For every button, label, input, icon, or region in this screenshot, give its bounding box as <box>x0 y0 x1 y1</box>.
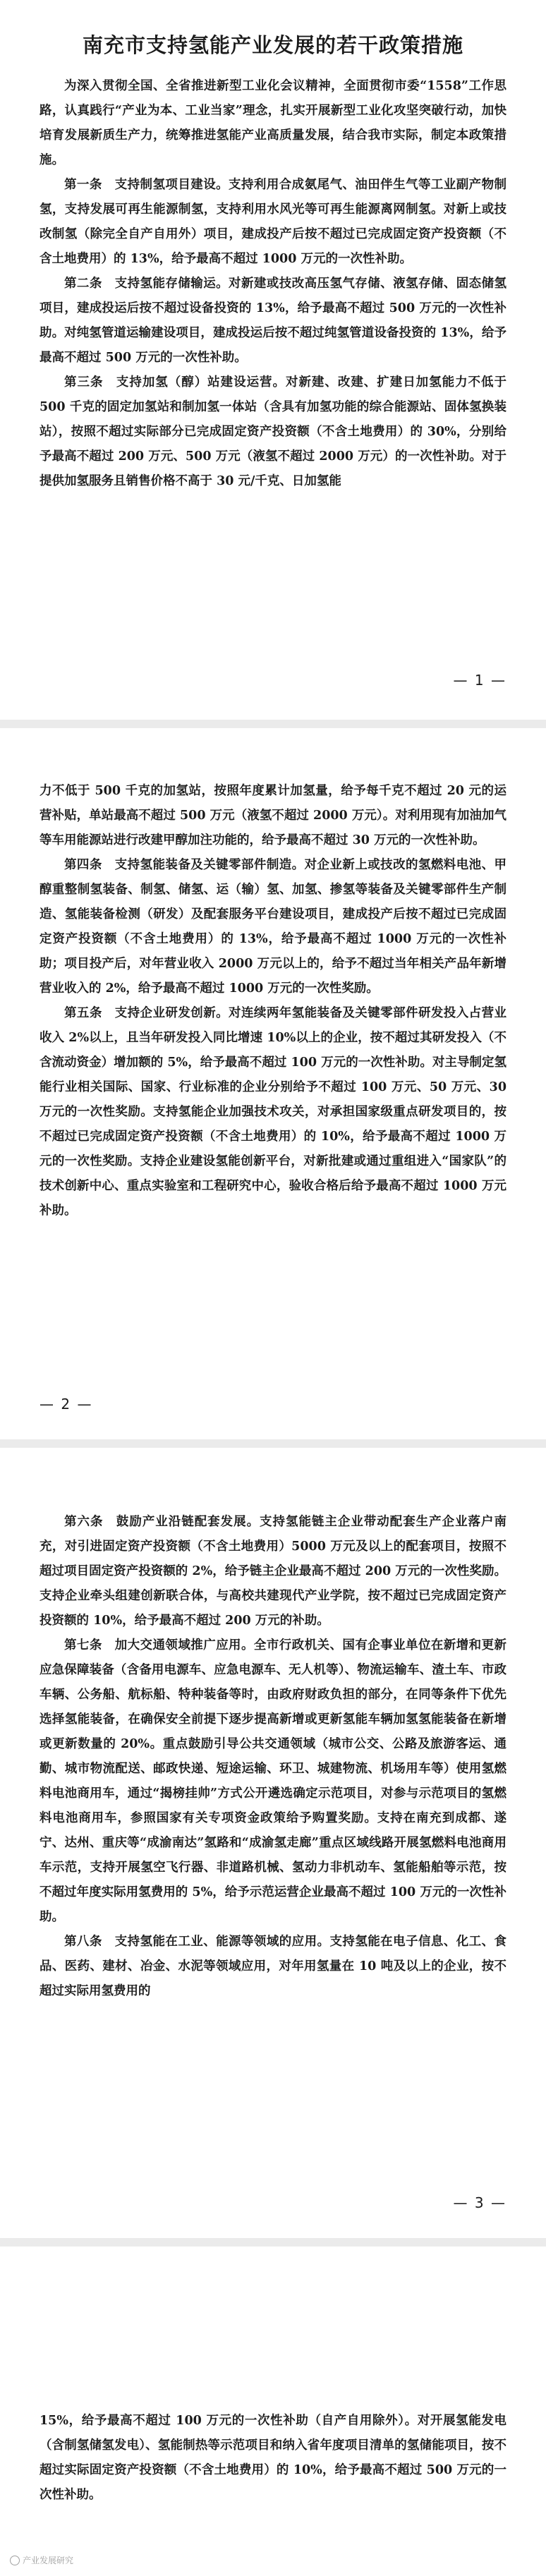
article-1-body: 支持利用合成氨尾气、油田伴生气等工业副产物制氢，支持发展可再生能源制氢，支持利用水风光等可再生能源离网制氢。对新上或技改制氢（除完全自产自用外）项目，建成投产后按不超过已完成固定资产投资额（不含土地费用）的 13%，给予最高不超过 1000 万元的一次性补助。 <box>40 178 507 266</box>
article-2-heading: 第二条 支持氢能存储输运。 <box>64 277 229 291</box>
watermark-logo-icon <box>10 2556 20 2565</box>
document-page-2 <box>0 728 546 1439</box>
article-8-heading: 第八条 支持氢能在工业、能源等领域的应用。 <box>64 1935 330 1949</box>
article-8-continued: 15%，给予最高不超过 100 万元的一次性补助（自产自用除外）。对开展氢能发电（含制氢储氢发电）、氢能制热等示范项目和纳入省年度项目清单的氢储能项目，按不超过实际固定资产投资额（不含土地费用）的 10%，给予最高不超过 500 万元的一次性补助。 <box>40 2414 506 2502</box>
article-3 <box>40 370 506 494</box>
document-page-1 <box>0 0 546 720</box>
article-6-heading: 第六条 鼓励产业沿链配套发展。 <box>64 1515 260 1529</box>
article-5-body: 对连续两年氢能装备及关键零部件研发投入占营业收入 2%以上，且当年研发投入同比增速 10%以上的企业，按不超过其研发投入（不含流动资金）增加额的 5%，给予最高不超过 100 万元的一次性补助。对主导制定氢能行业相关国际、国家、行业标准的企业分别给予不超过 100 万元、50 万元、30 万元的一次性奖励。支持氢能企业加强技术攻关，对承担国家级重点研发项目的，按不超过已完成固定资产投资额（不含土地费用）的 10%，给予最高不超过 1000 万元的一次性奖励。支持企业建设氢能创新平台，对新批建或通过重组进入“国家队”的技术创新中心、重点实验室和工程研究中心，验收合格后给予最高不超过 1000 万元补助。 <box>40 1006 507 1218</box>
article-5-heading: 第五条 支持企业研发创新。 <box>64 1006 229 1020</box>
article-5 <box>40 1001 506 1223</box>
article-3-body: 对新建、改建、扩建日加氢能力不低于 500 千克的固定加氢站和制加氢一体站（含具有加氢功能的综合能源站、固体氢换装站），按照不超过实际部分已完成固定资产投资额（不含土地费用）的 30%，分别给予最高不超过 200 万元、500 万元（液氢不超过 2000 万元）的一次性补助。对于提供加氢服务且销售价格不高于 30 元/千克、日加氢能 <box>40 375 506 488</box>
article-7-heading: 第七条 加大交通领域推广应用。 <box>64 1638 254 1652</box>
document-title: 南充市支持氢能产业发展的若干政策措施 <box>82 33 463 57</box>
article-2-body: 对新建或技改高压氢气存储、液氢存储、固态储氢项目，建成投运后按不超过设备投资的 13%，给予最高不超过 500 万元的一次性补助。对纯氢管道运输建设项目，建成投运后按不超过纯氢管道设备投资的 13%，给予最高不超过 500 万元的一次性补助。 <box>40 277 507 365</box>
article-4-body: 对企业新上或技改的氢燃料电池、甲醇重整制氢装备、制氢、储氢、运（输）氢、加氢、掺氢等装备及关键零部件生产制造、氢能装备检测（研发）及配套服务平台建设项目，建成投产后按不超过已完成固定资产投资额（不含土地费用）的 13%，给予最高不超过 1000 万元的一次性补助；项目投产后，对年营业收入 2000 万元以上的，给予不超过当年相关产品年新增营业收入的 2%，给予最高不超过 1000 万元的一次性奖励。 <box>40 858 507 996</box>
article-2 <box>40 272 506 370</box>
article-6 <box>40 1510 506 1633</box>
page-number-3: — 3 — <box>453 2194 506 2211</box>
article-1-heading: 第一条 支持制氢项目建设。 <box>64 178 229 192</box>
article-7 <box>40 1633 506 1930</box>
article-7-body: 全市行政机关、国有企事业单位在新增和更新应急保障装备（含备用电源车、应急电源车、无人机等）、物流运输车、渣土车、市政车辆、公务船、航标船、特种装备等时，由政府财政负担的部分，在同等条件下优先选择氢能装备，在确保安全前提下逐步提高新增或更新氢能车辆加氢氢能装备在新增或更新数量的 20%。重点鼓励引导公共交通领域（城市公交、公路及旅游客运、通勤、城市物流配送、邮政快递、短途运输、环卫、城建物流、机场用车等）使用氢燃料电池商用车，通过“揭榜挂帅”方式公开遴选确定示范项目，对参与示范项目的氢燃料电池商用车，参照国家有关专项资金政策给予购置奖励。支持在南充到成都、遂宁、达州、重庆等“成渝南达”氢路和“成渝氢走廊”重点区域线路开展氢燃料电池商用车示范，支持开展氢空飞行器、非道路机械、氢动力非机动车、氢能船舶等示范，按不超过年度实际用氢费用的 5%，给予示范运营企业最高不超过 100 万元的一次性补助。 <box>40 1638 507 1924</box>
document-page-3 <box>0 1448 546 2238</box>
article-8-body: 支持氢能在电子信息、化工、食品、医药、建材、冶金、水泥等领域应用，对年用氢量在 10 吨及以上的企业，按不超过实际用氢费用的 <box>40 1935 507 1998</box>
article-8 <box>40 1930 506 2004</box>
article-4-heading: 第四条 支持氢能装备及关键零部件制造。 <box>64 858 305 872</box>
source-watermark <box>10 2554 73 2566</box>
watermark-text: 产业发展研究 <box>23 2556 74 2565</box>
article-4 <box>40 853 506 1001</box>
intro-paragraph: 为深入贯彻全国、全省推进新型工业化会议精神，全面贯彻市委“1558”工作思路，认真践行“产业为本、工业当家”理念，扎实开展新型工业化攻坚突破行动，加快培育发展新质生产力，统筹推进氢能产业高质量发展，结合我市实际，制定本政策措施。 <box>40 79 506 167</box>
article-1 <box>40 173 506 272</box>
article-6-body: 支持氢能链主企业带动配套生产企业落户南充，对引进固定资产投资额（不含土地费用）5000 万元及以上的配套项目，按照不超过项目固定资产投资额的 2%，给予链主企业最高不超过 200 万元的一次性奖励。支持企业牵头组建创新联合体，与高校共建现代产业学院，按不超过已完成固定资产投资额的 10%，给予最高不超过 200 万元的补助。 <box>40 1515 506 1628</box>
page-number-1: — 1 — <box>453 672 506 689</box>
article-3-continued: 力不低于 500 千克的加氢站，按照年度累计加氢量，给予每千克不超过 20 元的运营补贴，单站最高不超过 500 万元（液氢不超过 2000 万元）。对利用现有加油加气等车用能源站进行改建甲醇加注功能的，给予最高不超过 30 万元的一次性补助。 <box>40 784 506 847</box>
document-page-4 <box>0 2247 546 2576</box>
article-3-heading: 第三条 支持加氢（醇）站建设运营。 <box>64 375 286 389</box>
page-number-2: — 2 — <box>40 1396 93 1413</box>
